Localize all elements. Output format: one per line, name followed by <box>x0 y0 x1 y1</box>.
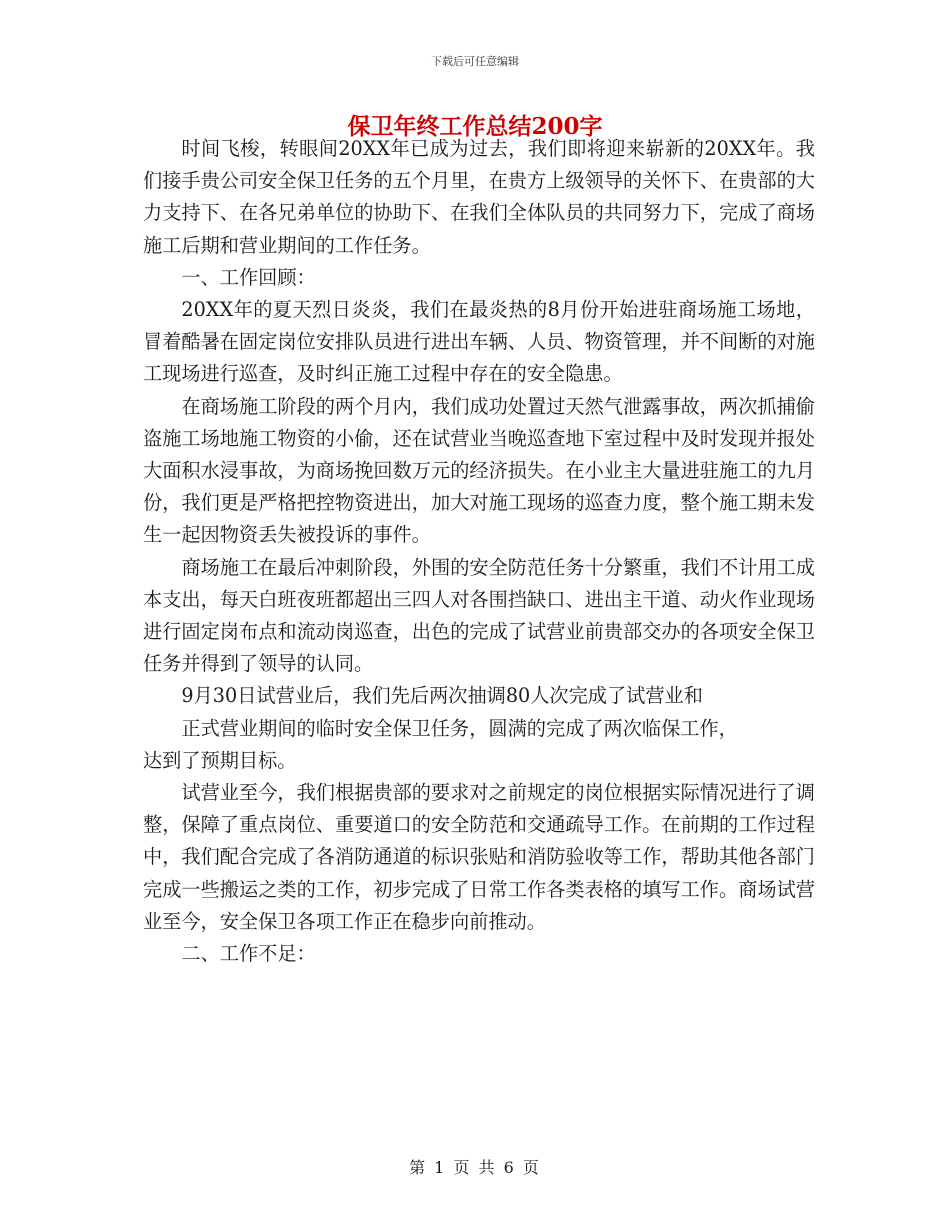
paragraph-construction-phase: 在商场施工阶段的两个月内，我们成功处置过天然气泄露事故，两次抓捕偷盗施工场地施工物资的小偷，还在试营业当晚巡查地下室过程中及时发现并报处大面积水浸事故，为商场挽回数万元的经济损失。在小业主大量进驻施工的九月份，我们更是严格把控物资进出，加大对施工现场的巡查力度，整个施工期未发生一起因物资丢失被投诉的事件。 <box>143 394 815 547</box>
paragraph-trial-opening-line3: 达到了预期目标。 <box>143 748 297 772</box>
document-body <box>143 133 815 970</box>
paragraph-final-sprint: 商场施工在最后冲刺阶段，外围的安全防范任务十分繁重，我们不计用工成本支出，每天白班夜班都超出三四人对各围挡缺口、进出主干道、动火作业现场进行固定岗布点和流动岗巡查，出色的完成了试营业前贵部交办的各项安全保卫任务并得到了领导的认同。 <box>143 555 815 676</box>
paragraph-adjustments: 试营业至今，我们根据贵部的要求对之前规定的岗位根据实际情况进行了调整，保障了重点岗位、重要道口的安全防范和交通疏导工作。在前期的工作过程中，我们配合完成了各消防通道的标识张贴和消防验收等工作，帮助其他各部门完成一些搬运之类的工作，初步完成了日常工作各类表格的填写工作。商场试营业至今，安全保卫各项工作正在稳步向前推动。 <box>143 781 815 933</box>
paragraph-trial-opening-line2: 正式营业期间的临时安全保卫任务，圆满的完成了两次临保工作， <box>181 716 738 740</box>
section-heading-review: 一、工作回顾： <box>181 265 316 289</box>
page-header-note: 下载后可任意编辑 <box>431 55 519 68</box>
section-heading-shortcomings: 二、工作不足： <box>181 942 316 966</box>
paragraph-intro: 时间飞梭，转眼间20XX年已成为过去，我们即将迎来崭新的20XX年。我们接手贵公司安全保卫任务的五个月里，在贵方上级领导的关怀下、在贵部的大力支持下、在各兄弟单位的协助下、在我们全体队员的共同努力下，完成了商场施工后期和营业期间的工作任务。 <box>143 137 815 257</box>
page-number-footer: 第 1 页 共 6 页 <box>409 1158 541 1177</box>
document-title: 保卫年终工作总结200字 <box>347 113 603 140</box>
paragraph-summer: 20XX年的夏天烈日炎炎，我们在最炎热的8月份开始进驻商场施工场地，冒着酷暑在固定岗位安排队员进行进出车辆、人员、物资管理，并不间断的对施工现场进行巡查，及时纠正施工过程中存在的安全隐患。 <box>143 298 815 386</box>
paragraph-trial-opening-line1: 9月30日试营业后，我们先后两次抽调80人次完成了试营业和 <box>181 684 703 708</box>
